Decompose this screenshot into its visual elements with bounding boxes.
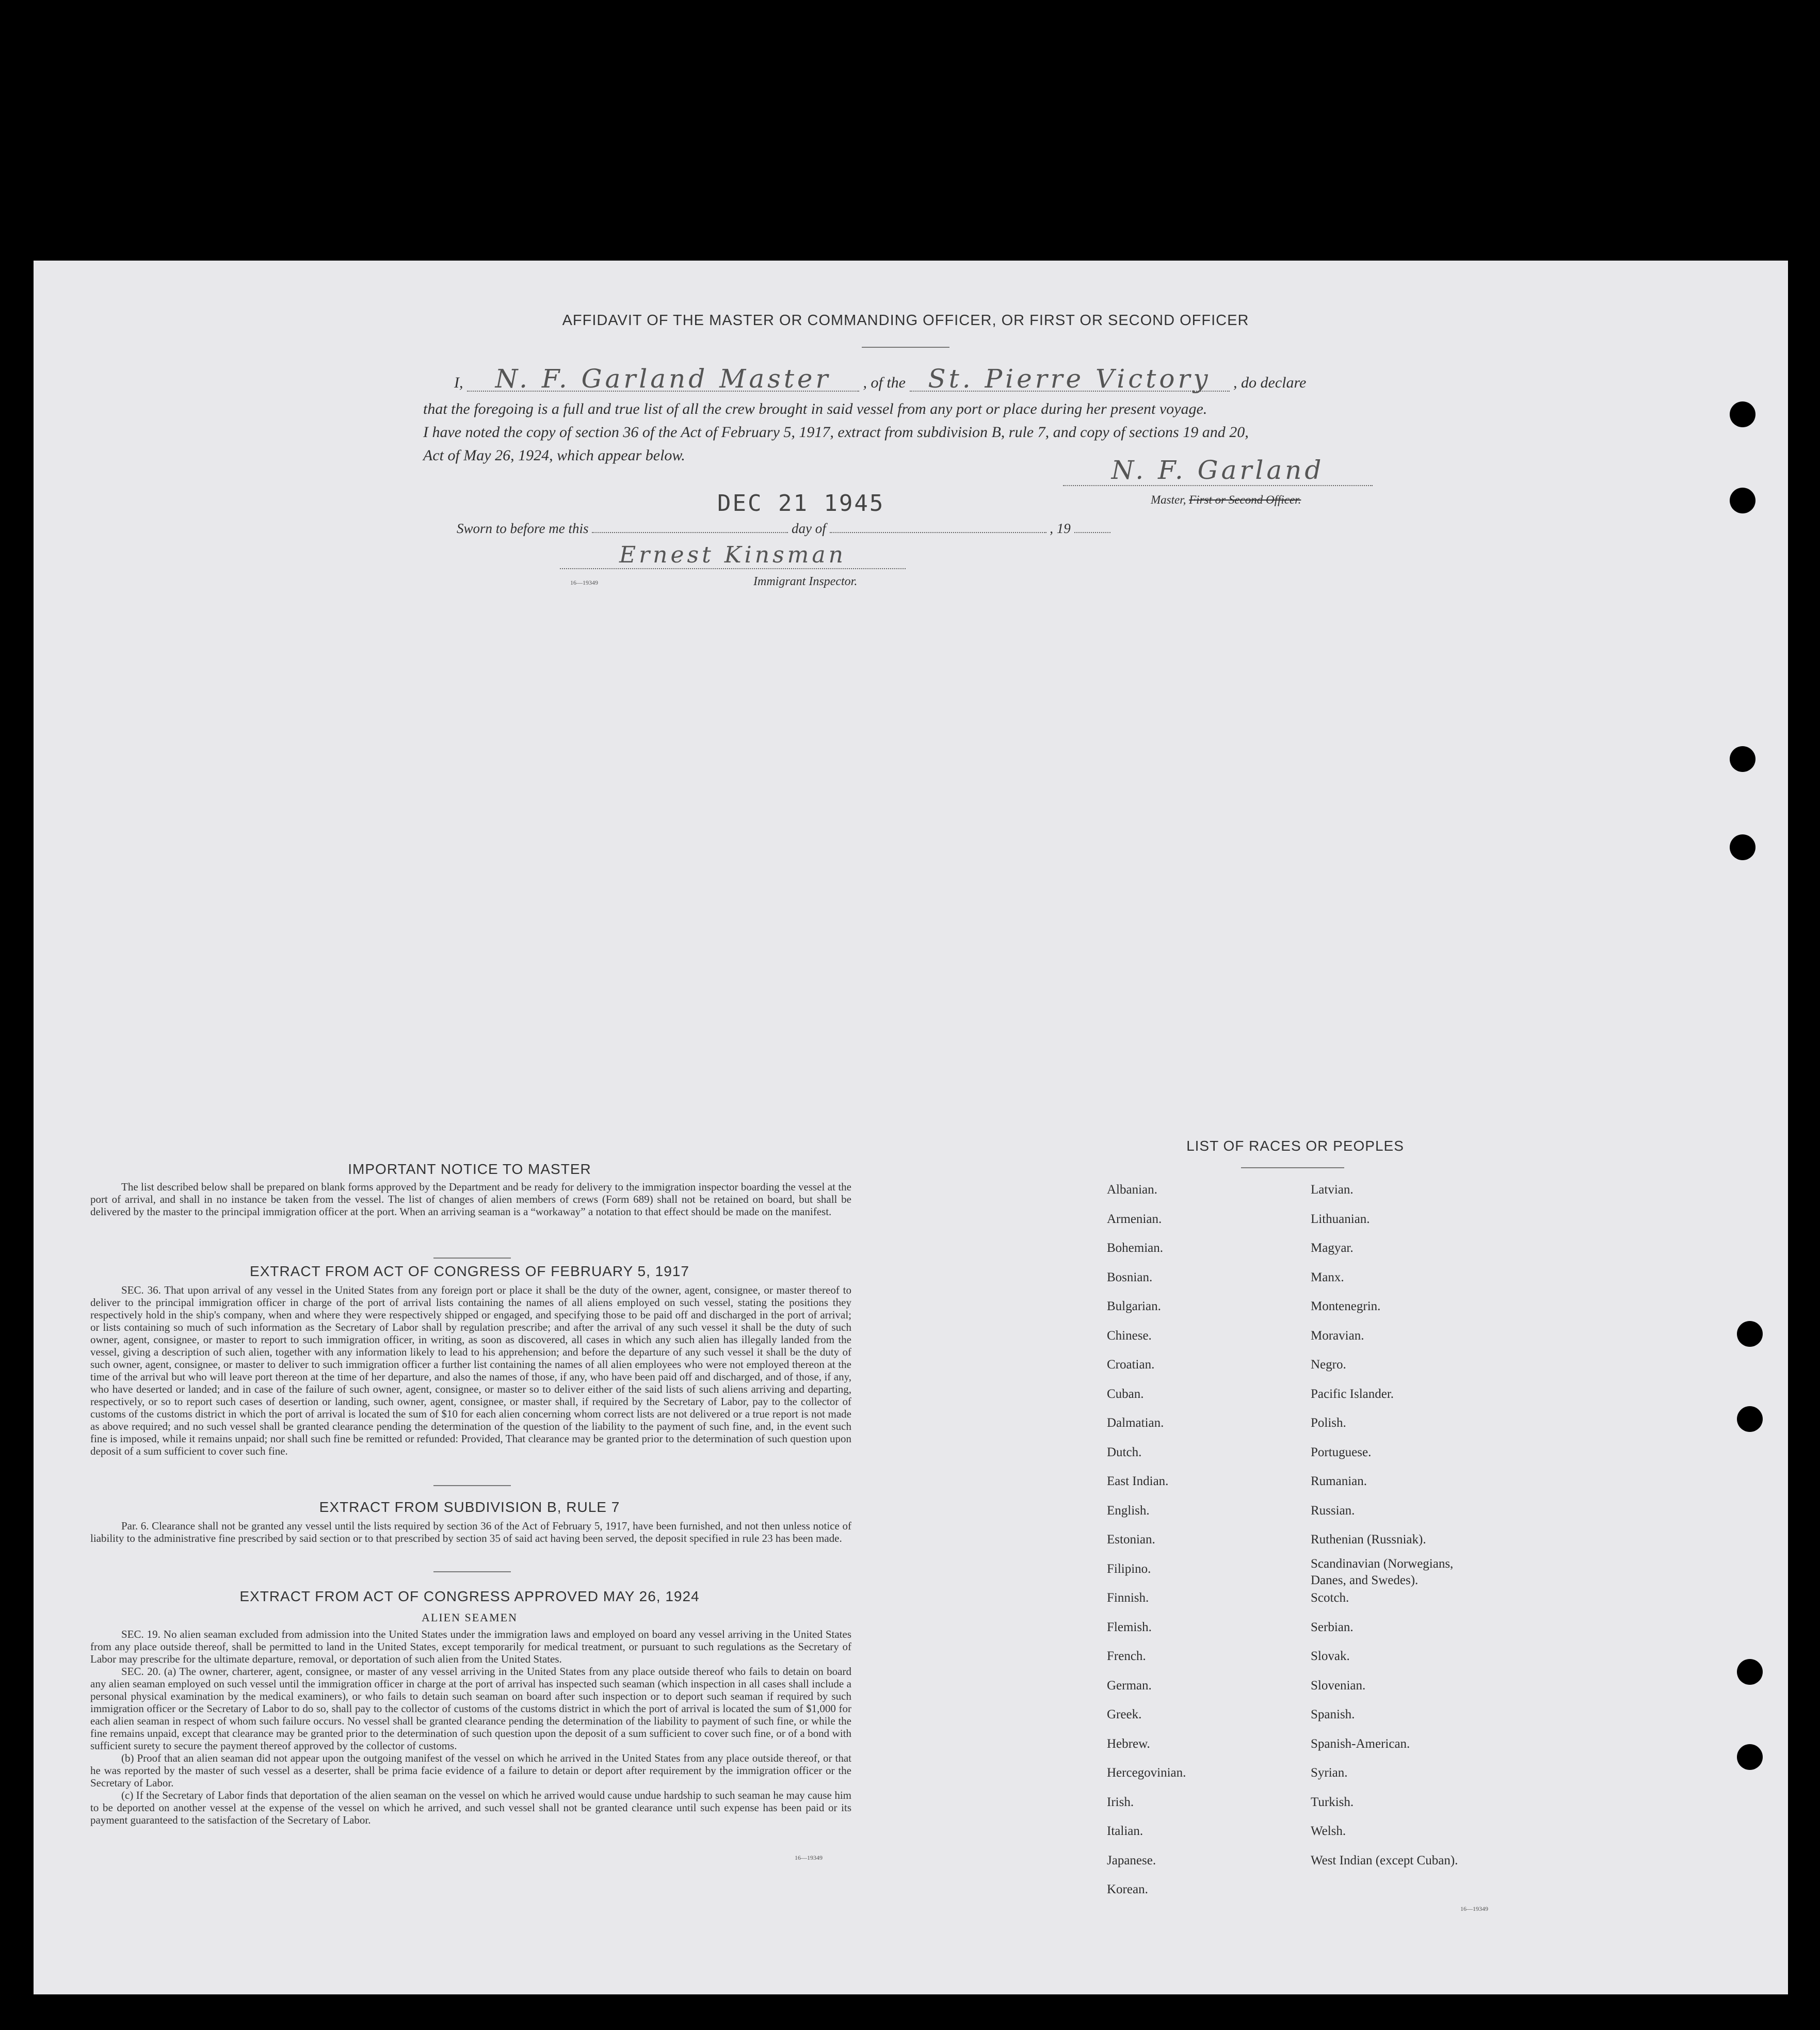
divider — [862, 347, 949, 348]
vessel-name-handwritten: St. Pierre Victory — [910, 367, 1230, 392]
extract3-subheading: ALIEN SEAMEN — [422, 1611, 518, 1624]
race-item: Serbian. — [1311, 1620, 1354, 1634]
sec19-text: SEC. 19. No alien seaman excluded from admission into the United States under the immigration laws and employed on board any vessel arriving in the United States from any place outside thereof, shall be permitted to land in the United States, except temporarily for medical treatment, or pursuant to such regulations as the Secretary of Labor may prescribe for the ultimate departure, removal, or deportation of such alien from the United States. — [90, 1628, 851, 1665]
race-item: Slovenian. — [1311, 1678, 1366, 1693]
race-item: Armenian. — [1107, 1212, 1162, 1226]
day-blank — [592, 522, 788, 533]
race-item: Manx. — [1311, 1270, 1344, 1284]
inspector-signature-handwritten: Ernest Kinsman — [560, 542, 906, 569]
punch-hole — [1730, 401, 1755, 427]
punch-hole — [1737, 1744, 1763, 1770]
punch-hole — [1737, 1406, 1763, 1432]
form-number: 16—19349 — [570, 579, 598, 586]
punch-hole — [1737, 1321, 1763, 1347]
race-item: Italian. — [1107, 1824, 1143, 1838]
sec20b-text: (b) Proof that an alien seaman did not appear upon the outgoing manifest of the vessel on which he arrived in the United States from any place outside thereof, or that he was reported by the master of such vessel as a deserter, shall be prima facie evidence of a failure to detain or deport after requirement by the immigration officer or the Secretary of Labor. — [90, 1752, 851, 1789]
extract2-body: Par. 6. Clearance shall not be granted any vessel until the lists required by section 36 of the Act of February 5, 1917, have been furnished, and not then unless notice of liability to the administrative fine prescribed by said section or to that prescribed by section 35 of said act having been served, the deposit specified in rule 23 has been made. — [90, 1520, 851, 1544]
race-item: Scotch. — [1311, 1591, 1349, 1605]
extract3-heading: EXTRACT FROM ACT OF CONGRESS APPROVED MAY 26, 1924 — [239, 1588, 700, 1604]
race-item: Spanish. — [1311, 1707, 1355, 1721]
sec20c-text: (c) If the Secretary of Labor finds that deportation of the alien seaman on the vessel on which he arrived would cause undue hardship to such seaman he may cause him to be deported on another vessel at the expense of the vessel on which he arrived, and such vessel shall not be granted clearance until such expense has been paid or its payment guaranteed to the satisfaction of the Secretary of Labor. — [90, 1789, 851, 1826]
race-item: Estonian. — [1107, 1533, 1155, 1546]
extract1-heading: EXTRACT FROM ACT OF CONGRESS OF FEBRUARY 5, 1917 — [250, 1263, 689, 1279]
punch-hole — [1730, 834, 1755, 860]
sworn-label: Sworn to before me this — [457, 521, 589, 536]
extract2-heading: EXTRACT FROM SUBDIVISION B, RULE 7 — [319, 1499, 620, 1515]
race-item: Finnish. — [1107, 1591, 1149, 1605]
affidavit-line-2: that the foregoing is a full and true list of all the crew brought in said vessel from any port or place during her present voyage. — [423, 400, 1207, 417]
divider — [433, 1258, 511, 1259]
year-label: , 19 — [1050, 521, 1071, 536]
inspector-caption: Immigrant Inspector. — [753, 575, 858, 588]
race-item: Moravian. — [1311, 1328, 1364, 1343]
race-item: Filipino. — [1107, 1561, 1151, 1576]
race-item: Russian. — [1311, 1503, 1355, 1518]
race-item: Polish. — [1311, 1416, 1346, 1430]
race-item: Welsh. — [1311, 1824, 1346, 1838]
race-item: Irish. — [1107, 1795, 1134, 1809]
race-item: Rumanian. — [1311, 1474, 1367, 1488]
race-item: Montenegrin. — [1311, 1299, 1381, 1313]
race-item: Portuguese. — [1311, 1445, 1372, 1459]
day-of-label: day of — [792, 521, 826, 536]
punch-hole — [1730, 488, 1755, 513]
sec20a-text: SEC. 20. (a) The owner, charterer, agent, consignee, or master of any vessel arriving in the United States from any place outside thereof who fails to detain on board any alien seaman employed on such vessel until the immigration officer in charge at the port of arrival has inspected such seaman (which inspection in all cases shall include a personal physical examination by the medical examiners), or who fails to detain such seaman on board after such inspection or to deport such seaman if required by such immigration officer or the Secretary of Labor to do so, shall pay to the collector of customs of the customs district in which the port of arrival is located the sum of $1,000 for each alien seaman in respect of whom such failure occurs. No vessel shall be granted clearance pending the determination of the liability to payment of such fine, or while the fine remains unpaid, except that clearance may be granted prior to the determination of such question upon the deposit of a sum sufficient to cover such fine, or of a bond with sufficient surety to secure the payment thereof approved by the collector of customs. — [90, 1665, 851, 1752]
race-item: German. — [1107, 1678, 1152, 1693]
race-item: Danes, and Swedes). — [1311, 1573, 1419, 1587]
master-signature-handwritten: N. F. Garland — [1063, 455, 1373, 486]
race-item: Spanish-American. — [1311, 1736, 1410, 1751]
divider — [433, 1485, 511, 1486]
race-item: Lithuanian. — [1311, 1212, 1370, 1226]
notice-heading: IMPORTANT NOTICE TO MASTER — [348, 1161, 591, 1177]
race-item: Albanian. — [1107, 1183, 1157, 1197]
race-item: French. — [1107, 1649, 1146, 1663]
of-the-label: , of the — [863, 374, 906, 391]
race-item: Hebrew. — [1107, 1736, 1150, 1751]
race-item: Japanese. — [1107, 1853, 1156, 1867]
date-stamp: DEC 21 1945 — [717, 490, 885, 517]
sworn-line — [457, 517, 1110, 540]
punch-hole — [1737, 1659, 1763, 1685]
race-item: East Indian. — [1107, 1474, 1169, 1488]
affidavit-title: AFFIDAVIT OF THE MASTER OR COMMANDING OFFICER, OR FIRST OR SECOND OFFICER — [562, 312, 1249, 329]
race-item: Turkish. — [1311, 1795, 1354, 1809]
extract1-body: SEC. 36. That upon arrival of any vessel in the United States from any foreign port or place it shall be the duty of the owner, agent, consignee, or master thereof to deliver to the principal immigration officer in charge of the port of arrival lists containing the names of all aliens employed on such vessel, stating the positions they respectively hold in the ship's company, when and where they were respectively shipped or engaged, and specifying those to be paid off and discharged in the port of arrival; or lists containing so much of such information as the Secretary of Labor shall by regulation prescribe; and after the arrival of any such vessel it shall be the duty of such owner, agent, consignee, or master to report to such immigration officer, in writing, as soon as discovered, all cases in which any such alien has illegally landed from the vessel, giving a description of such alien, together with any information likely to lead to his apprehension; and before the departure of any such vessel it shall be the duty of such owner, agent, consignee, or master to deliver to such immigration officer a further list containing the names of all alien employees who were not employed thereon at the time of the arrival but who will leave port thereon at the time of her departure, and also the names of those, if any, who have been paid off and discharged, and of those, if any, who have deserted or landed; and in case of the failure of such owner, agent, consignee, or master so to deliver either of the said lists of such aliens arriving and departing, respectively, or so to report such cases of desertion or landing, such owner, agent, consignee, or master shall, if required by the Secretary of Labor, pay to the collector of customs of the customs district in which the port of arrival is located the sum of $10 for each alien concerning whom correct lists are not delivered or a true report is not made as above required; and no such vessel shall be granted clearance pending the determination of the question of the liability to the payment of such fine, and, in the event such fine is imposed, while it remains unpaid; nor shall such fine be remitted or refunded: Provided, That clearance may be granted prior to the determination of such question upon deposit of a sum sufficient to cover such fine. — [90, 1284, 851, 1457]
race-item: Bosnian. — [1107, 1270, 1153, 1284]
race-item: Latvian. — [1311, 1183, 1354, 1197]
race-item: Flemish. — [1107, 1620, 1152, 1634]
race-item: Chinese. — [1107, 1328, 1152, 1343]
signature-caption — [1151, 493, 1301, 507]
race-item: Syrian. — [1311, 1766, 1348, 1780]
year-blank — [1074, 522, 1110, 533]
divider — [433, 1571, 511, 1572]
affidavit-line-1 — [454, 364, 1404, 394]
race-item: Greek. — [1107, 1707, 1142, 1721]
do-declare-label: , do declare — [1233, 374, 1307, 391]
notice-form-number: 16—19349 — [795, 1854, 823, 1861]
race-item: Dalmatian. — [1107, 1416, 1164, 1430]
race-item: Dutch. — [1107, 1445, 1142, 1459]
race-item: Negro. — [1311, 1358, 1346, 1372]
master-name-handwritten: N. F. Garland Master — [467, 367, 859, 392]
race-item: Bulgarian. — [1107, 1299, 1161, 1313]
race-item: Ruthenian (Russniak). — [1311, 1533, 1426, 1546]
punch-hole — [1730, 746, 1755, 772]
month-blank — [830, 522, 1046, 533]
race-item: Hercegovinian. — [1107, 1766, 1186, 1780]
race-item: Croatian. — [1107, 1358, 1155, 1372]
affidavit-line-3: I have noted the copy of section 36 of the Act of February 5, 1917, extract from subdivision B, rule 7, and copy of sections 19 and 20, — [423, 424, 1249, 441]
race-item: Bohemian. — [1107, 1241, 1164, 1255]
races-heading: LIST OF RACES OR PEOPLES — [1186, 1138, 1404, 1154]
race-item: Slovak. — [1311, 1649, 1350, 1663]
race-item: Cuban. — [1107, 1387, 1144, 1401]
race-item: West Indian (except Cuban). — [1311, 1853, 1458, 1867]
races-form-number: 16—19349 — [1460, 1905, 1488, 1912]
divider — [1241, 1167, 1344, 1168]
race-item: Pacific Islander. — [1311, 1387, 1394, 1401]
race-item: Magyar. — [1311, 1241, 1354, 1255]
extract3-body — [90, 1628, 851, 1826]
affidavit-line-4: Act of May 26, 1924, which appear below. — [423, 447, 685, 464]
pronoun-label: I, — [454, 374, 463, 391]
master-label: Master, — [1151, 493, 1186, 506]
race-item: Scandinavian (Norwegians, — [1311, 1556, 1454, 1571]
race-item: Korean. — [1107, 1882, 1148, 1896]
race-item: English. — [1107, 1503, 1150, 1518]
struck-officer-label: First or Second Officer. — [1189, 493, 1301, 506]
notice-body: The list described below shall be prepared on blank forms approved by the Department and be ready for delivery to the immigration inspector boarding the vessel at the port of arrival, and shall in no instance be taken from the vessel. The list of changes of alien members of crews (Form 689) shall not be retained on board, but shall be delivered by the master to the principal immigration officer at the port. When an arriving seaman is a “workaway” a notation to that effect should be made on the manifest. — [90, 1181, 851, 1218]
